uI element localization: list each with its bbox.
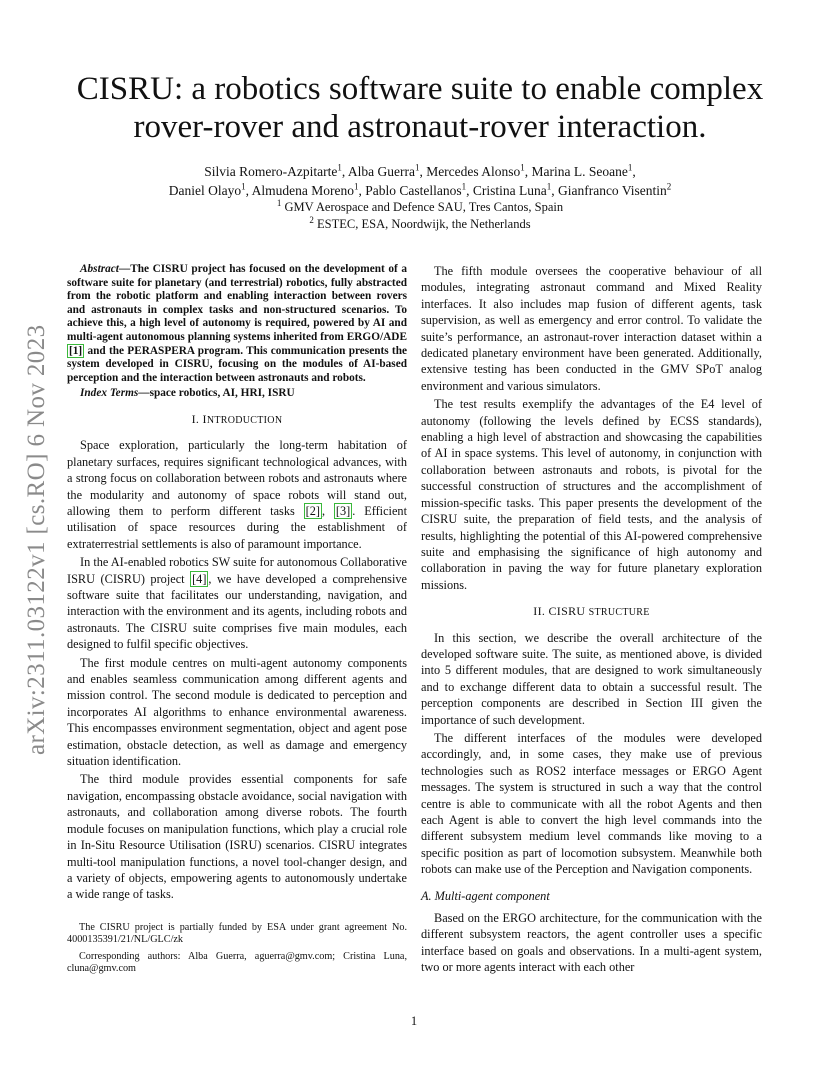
section-number: II. CISRU: [533, 604, 589, 619]
section-number: I.: [191, 411, 203, 426]
citation-link[interactable]: [1]: [69, 344, 83, 357]
paragraph: Based on the ERGO architecture, for the communication with the different subsystem reactors, the agent controller uses a specific interface based on goals and observations. In a multi-agent system, two or more agents interact with each other: [421, 911, 762, 975]
author: Daniel Olayo: [168, 183, 242, 198]
separator: ,: [341, 164, 348, 179]
section-title-rest: STRUCTURE: [588, 607, 650, 619]
affiliation-mark: 1: [520, 162, 525, 173]
affiliation-text: GMV Aerospace and Defence SAU, Tres Cantos, Spain: [281, 200, 564, 214]
author: Cristina Luna: [472, 183, 547, 198]
citation-link[interactable]: [3]: [335, 503, 351, 518]
affiliation-mark: 1: [627, 162, 633, 173]
paragraph: The first module centres on multi-agent autonomy components and enables seamless communication among different agents and mission control. The second module is dedicated to perception and incorporates AI algorithms to enhance environmental awareness. This encompasses environment segmentation, object and agent pose estimation, obstacle detection, as well as damage and emergency situation identification.: [67, 655, 407, 769]
author: Gianfranco Visentin: [557, 183, 667, 198]
text: , we have developed a comprehensive software suite that facilitates our understanding, navigation, and interaction with the environment and its agents, including robots and astronauts. The CISRU suite comprises five main modules, each designed to fulfil specific objectives.: [67, 571, 407, 652]
text: . Efficient utilisation of space resources during the establishment of extraterrestrial settlements is also of paramount importance.: [67, 503, 407, 551]
text: In the AI-enabled robotics SW suite for autonomous Collaborative ISRU (CISRU) project: [67, 555, 407, 586]
author-line-1: [60, 162, 780, 181]
page-number: 1: [410, 1014, 418, 1028]
affiliation-mark: 1: [353, 181, 359, 192]
author: Silvia Romero-Azpitarte: [204, 164, 338, 179]
paragraph: The test results exemplify the advantages of the E4 level of autonomy (following the levels defined by ECSS standards), enabling a high level of abstraction and showcasing the capabilities of AI in space systems. This level of autonomy, in conjunction with collaboration between astronauts and robots, is pivotal for the successful construction of structures and the accomplishment of mission-specific tasks. This paper presents the development of the CISRU suite, the preparation of field tests, and the analysis of results, highlighting the potential of this AI-powered comprehensive suite and emphasising the significance of high autonomy and collaboration in paving the way for future planetary exploration missions.: [421, 397, 762, 592]
section-heading-structure: [421, 603, 762, 621]
footnote-corresponding-authors: Corresponding authors: Alba Guerra, aguerra@gmv.com; Cristina Luna, cluna@gmv.com: [67, 950, 407, 975]
author-line-2: [60, 181, 780, 200]
affiliation-2: [60, 216, 780, 233]
affiliations: [60, 199, 780, 233]
author: Mercedes Alonso: [426, 164, 521, 179]
text: ,: [321, 503, 334, 518]
paragraph: The fifth module oversees the cooperative behaviour of all modules, integrating astronaut command and Mixed Reality interfaces. It also includes map fusion of different agents, task supervision, as well as emergency and error control. To validate the suite’s performance, an astronaut-rover interaction dataset within a dedicated planetary environment have been generated. Additionally, extensive testing has been conducted in the GMV SPoT analog environment and various simulators.: [421, 264, 762, 393]
author: Alba Guerra: [347, 164, 415, 179]
separator: ,: [245, 183, 252, 198]
separator: ,: [524, 164, 532, 179]
section-initial: I: [202, 411, 207, 426]
left-column: [67, 263, 407, 903]
author: Almudena Moreno: [251, 183, 354, 198]
footnotes: [67, 922, 407, 980]
paragraph: [67, 554, 407, 652]
author: Pablo Castellanos: [365, 183, 462, 198]
affiliation-mark: 1: [414, 162, 420, 173]
separator: ,: [632, 164, 636, 179]
affiliation-number: 2: [309, 214, 314, 225]
affiliation-mark: 2: [666, 181, 672, 192]
citation-link[interactable]: [4]: [192, 571, 207, 586]
separator: ,: [358, 183, 366, 198]
paragraph: [67, 437, 407, 552]
separator: ,: [551, 183, 558, 198]
abstract-text: —The CISRU project has focused on the development of a software suite for planetary (and terrestrial) robotics, fully abstracted from the robotic platform and enabling interaction between rovers and astronauts in complex tasks and non-structured scenarios. To achieve this, a high level of autonomy is required, powered by AI and multi-agent autonomous planning systems inherited from ERGO/ADE: [67, 263, 407, 343]
affiliation-mark: 1: [337, 162, 342, 173]
paper-title: CISRU: a robotics software suite to enable complex rover-rover and astronaut-rover interaction.: [76, 71, 764, 145]
footnote-funding: The CISRU project is partially funded by ESA under grant agreement No. 4000135391/21/NL/GLC/zk: [67, 922, 407, 946]
subsection-heading: A. Multi-agent component: [421, 888, 550, 903]
separator: ,: [419, 164, 427, 179]
affiliation-mark: 1: [241, 181, 246, 192]
abstract-text: and the PERASPERA program. This communication presents the system developed in CISRU, focusing on the modules of AI-based perception and the interaction between astronauts and robots.: [67, 344, 407, 384]
author: Marina L. Seoane: [531, 164, 628, 179]
arxiv-identifier: arXiv:2311.03122v1 [cs.RO] 6 Nov 2023: [23, 324, 50, 755]
index-terms: [67, 387, 407, 401]
paragraph: The different interfaces of the modules were developed accordingly, and, in some cases, they make use of previous technologies such as ROS2 interface messages or ERGO Agent messages. The system is structured in such a way that the control centre is able to communicate with all the robot Agents and then each Agent is able to convert the high level commands into the different subsystem medium level commands like moving to a specific position as part of locomotion subsystem. Meanwhile both robots can make use of the Perception and Navigation components.: [421, 730, 762, 877]
paragraph: The third module provides essential components for safe navigation, encompassing obstacle avoidance, social navigation with astronauts, and collaboration among diverse robots. The fourth module focuses on manipulation functions, which play a crucial role in In-Situ Resource Utilisation (ISRU) scenarios. CISRU integrates multi-tool manipulation functions, a novel tool-changer design, and a variety of objects, empowering agents to autonomously undertake a wide range of tasks.: [67, 772, 407, 902]
section-title-rest: NTRODUCTION: [206, 414, 283, 426]
separator: ,: [466, 183, 473, 198]
right-column: [421, 263, 762, 976]
abstract-lead: Abstract: [80, 263, 119, 275]
citation-link[interactable]: [2]: [305, 503, 320, 518]
index-terms-text: —space robotics, AI, HRI, ISRU: [138, 387, 295, 400]
section-heading-introduction: [67, 411, 407, 429]
text: Space exploration, particularly the long-term habitation of planetary surfaces, requires significant technological advances, with a strong focus on collaboration between robots and astronauts where the modularity and autonomy of space robots will stand out, allowing them to perform different tasks: [67, 438, 407, 518]
affiliation-1: [60, 199, 780, 216]
author-list: [60, 162, 780, 200]
affiliation-mark: 1: [461, 181, 467, 192]
affiliation-text: ESTEC, ESA, Noordwijk, the Netherlands: [313, 217, 531, 231]
paragraph: In this section, we describe the overall architecture of the developed software suite. The suite, as mentioned above, is divided into 5 different modules, that are designed to work simultaneously and to exchange different data to obtain a successful result. The perception components are described in Section III given the importance of such development.: [421, 630, 762, 727]
abstract: [67, 263, 407, 385]
index-terms-lead: Index Terms: [80, 387, 139, 400]
affiliation-mark: 1: [546, 181, 552, 192]
affiliation-number: 1: [276, 197, 282, 208]
